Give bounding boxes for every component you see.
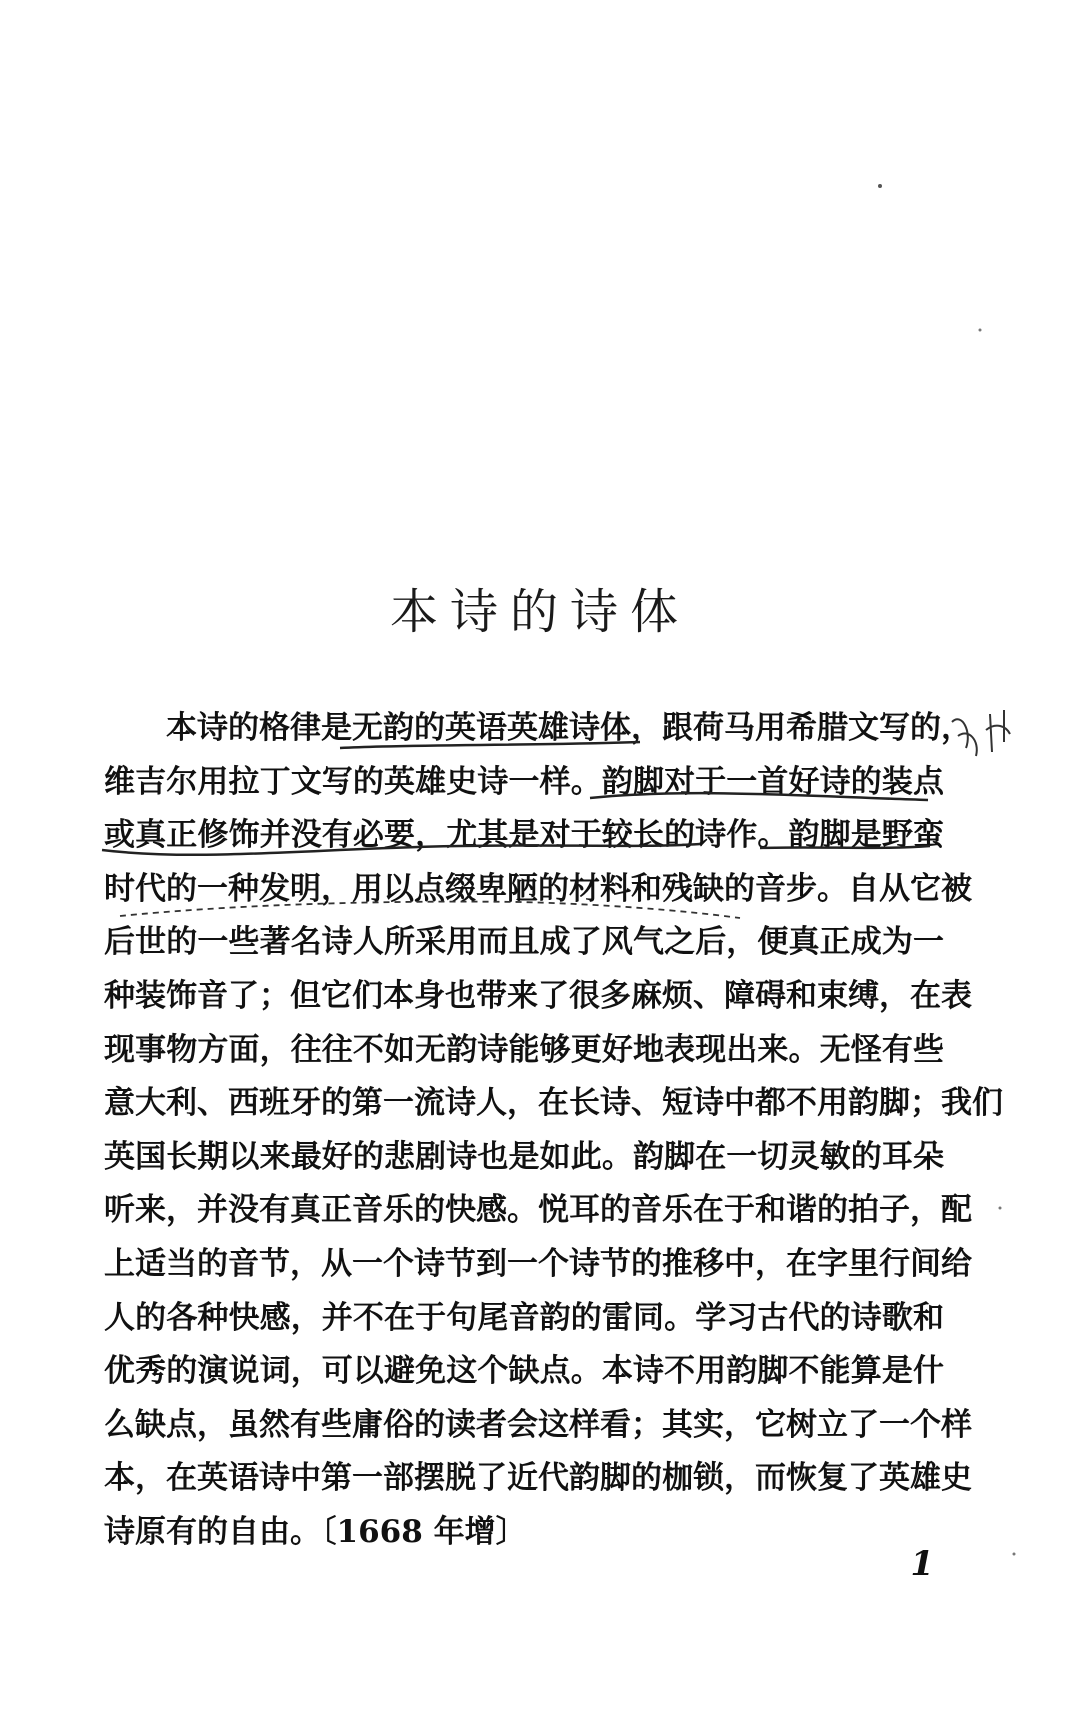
- text-line: 本，在英语诗中第一部摆脱了近代韵脚的枷锁，而恢复了英雄史: [104, 1460, 972, 1497]
- text-line: 时代的一种发明，用以点缀卑陋的材料和残缺的音步。自从它被: [104, 870, 972, 907]
- text-line: 听来，并没有真正音乐的快感。悦耳的音乐在于和谐的拍子，配: [104, 1192, 972, 1229]
- paper-speck: [979, 329, 982, 332]
- text-line: 优秀的演说词，可以避免这个缺点。本诗不用韵脚不能算是什: [104, 1353, 944, 1390]
- text-line: 人的各种快感，并不在于句尾音韵的雷同。学习古代的诗歌和: [104, 1299, 944, 1336]
- text-line: 本诗的格律是无韵的英语英雄诗体，跟荷马用希腊文写的，: [166, 710, 972, 746]
- text-line: 么缺点，虽然有些庸俗的读者会这样看；其实，它树立了一个样: [104, 1406, 972, 1443]
- text-line: 现事物方面，往往不如无韵诗能够更好地表现出来。无怪有些: [104, 1031, 944, 1068]
- text-line: 维吉尔用拉丁文写的英雄史诗一样。韵脚对于一首好诗的装点: [104, 763, 944, 800]
- paper-speck: [999, 1207, 1002, 1210]
- text-line: 诗原有的自由。〔1668 年增〕: [104, 1513, 527, 1550]
- page-title: 本诗的诗体: [389, 584, 690, 640]
- text-line: 种装饰音了；但它们本身也带来了很多麻烦、障碍和束缚，在表: [104, 977, 972, 1014]
- text-line: 意大利、西班牙的第一流诗人，在长诗、短诗中都不用韵脚；我们: [104, 1085, 1003, 1122]
- text-line: 或真正修饰并没有必要，尤其是对于较长的诗作。韵脚是野蛮: [104, 817, 944, 854]
- paper-speck: [1013, 1553, 1016, 1556]
- text-line: 上适当的音节，从一个诗节到一个诗节的推移中，在字里行间给: [104, 1245, 972, 1282]
- paper-speck: [878, 184, 882, 188]
- body-paragraph: [104, 702, 1003, 1560]
- text-line: 英国长期以来最好的悲剧诗也是如此。韵脚在一切灵敏的耳朵: [104, 1138, 944, 1175]
- page-number: 1: [910, 1544, 934, 1584]
- text-line: 后世的一些著名诗人所采用而且成了风气之后，便真正成为一: [104, 924, 944, 961]
